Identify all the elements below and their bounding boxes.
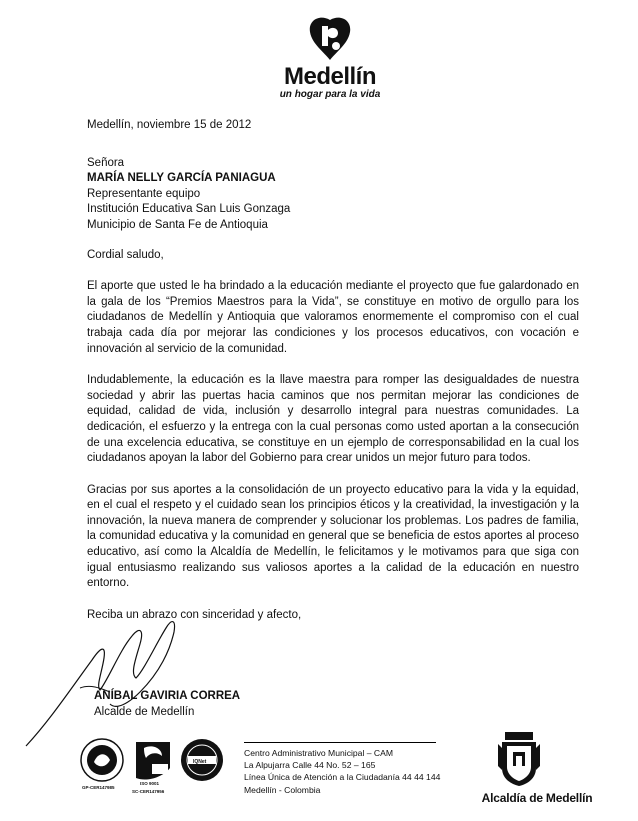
footer-address-line: Medellín - Colombia: [244, 784, 321, 795]
salutation-title: Señora: [87, 156, 125, 169]
signer-name: ANÍBAL GAVIRIA CORREA: [94, 690, 241, 702]
recipient-name: MARÍA NELLY GARCÍA PANIAGUA: [87, 172, 276, 185]
closing-line: Reciba un abrazo con sinceridad y afecto,: [87, 608, 302, 621]
seal3-caption: IQNet: [193, 759, 207, 765]
footer-rule: [244, 742, 436, 743]
medellin-logo: [270, 16, 390, 100]
footer-address-line: La Alpujarra Calle 44 No. 52 – 165: [244, 760, 376, 771]
logo-name: Medellín: [283, 63, 376, 90]
recipient-role: Representante equipo: [87, 187, 201, 200]
entity-name: Alcaldía de Medellín: [481, 791, 593, 805]
seal2-bottom-caption: SC-CER147956: [132, 789, 165, 794]
recipient-block: [87, 156, 579, 234]
paragraph-1: El aporte que usted le ha brindado a la educación mediante el proyecto que fue galardonado en la gala de los “Premios Maestros para la Vida”, se constituye en motivo de orgullo para los ciudadanos de Medellín y Antioquia que valoramos enormemente el compromiso con el cual trabaja cada día por mejorar las condiciones y los procesos educativos, con vocación e innovación al servicio de la comunidad.: [87, 280, 579, 355]
logo-tagline: un hogar para la vida: [279, 89, 381, 100]
certification-seal-icon: [80, 738, 124, 782]
signer-block: [94, 689, 240, 720]
recipient-institution: Institución Educativa San Luis Gonzaga: [87, 203, 291, 216]
certification-seals: [80, 738, 230, 810]
footer-address-line: Centro Administrativo Municipal – CAM: [244, 748, 394, 758]
footer-address-line: Línea Única de Atención a la Ciudadanía 44 44 144: [244, 772, 441, 783]
footer-address: [244, 747, 440, 796]
greeting: Cordial saludo,: [87, 248, 164, 261]
recipient-municipality: Municipio de Santa Fe de Antioquia: [87, 218, 268, 231]
iso-seal-icon: [132, 738, 174, 782]
seal2-caption: ISO 9001: [140, 781, 160, 786]
paragraph-2: Indudablemente, la educación es la llave maestra para romper las desigualdades de nuestra sociedad y abrir las puertas hacia caminos que nos permitan mejorar las condiciones de equidad, calidad de vida, inclusión y desarrollo integral para nuestras comunidades. La dedicación, el esfuerzo y la entrega con la cual personas como usted aportan a la consecución de una excelencia educativa, se constituye en un ejemplo de corresponsabilidad en la cual los ciudadanos apoyan la labor del Gobierno para crear unidos un mejor futuro para todos.: [87, 374, 579, 465]
letter-body: [87, 118, 579, 623]
handwritten-signature: [20, 600, 220, 750]
date-line: Medellín, noviembre 15 de 2012: [87, 119, 252, 131]
medellin-heart-logo-icon: [308, 16, 352, 62]
coat-of-arms-icon: [496, 730, 542, 788]
paragraph-3: Gracias por sus aportes a la consolidación de un proyecto educativo para la vida y la equidad, en el cual el respeto y el cuidado sean los principios éticos y la creatividad, la investigación y la innovación, la nueva manera de comprender y solucionar los problemas. Los padres de familia, la comunidad educativa y la comunidad en general que se beneficia de estos aportes al proceso educativo, así como la Alcaldía de Medellín, le felicitamos y le motivamos para que siga con igual entusiasmo realizando sus valiosos aportes a la calidad de la educación en nuestro entorno.: [87, 483, 579, 590]
seal1-caption: GP-CER147985: [82, 785, 115, 790]
signer-title: Alcalde de Medellín: [94, 705, 195, 718]
